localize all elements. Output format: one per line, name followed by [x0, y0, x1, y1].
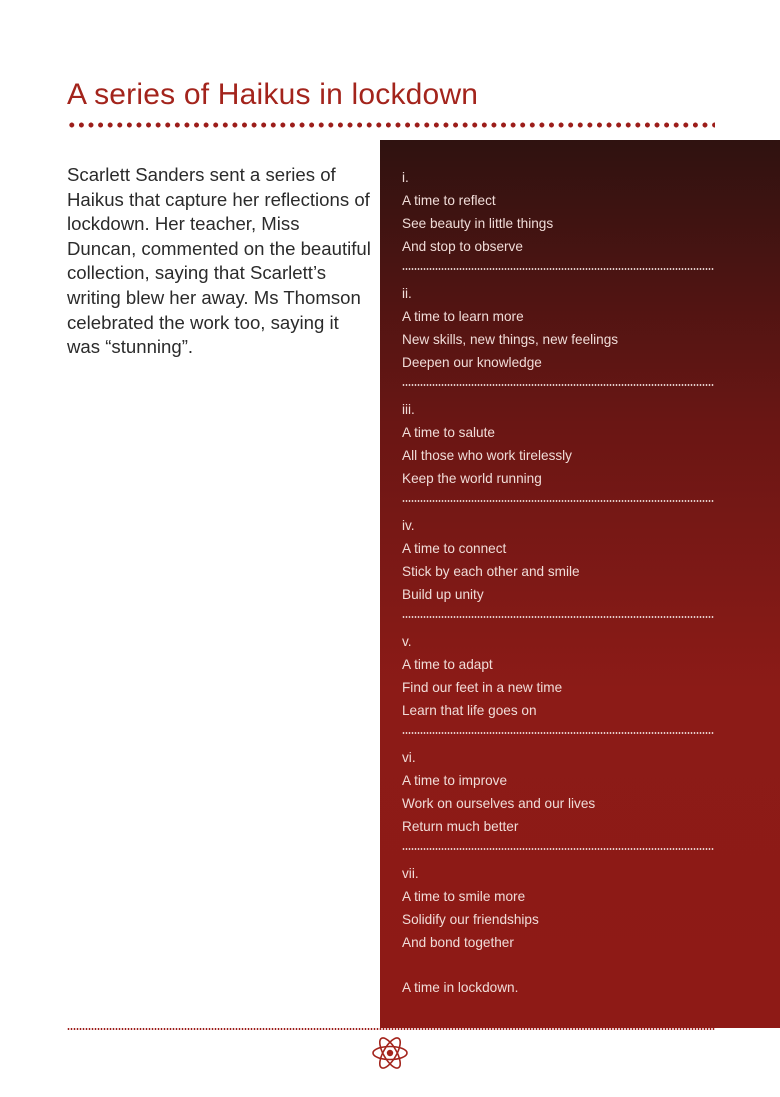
haiku-line: And stop to observe — [402, 239, 523, 254]
haiku-line: A time to connect — [402, 541, 507, 556]
stanza-divider — [402, 268, 714, 270]
haiku-line: Work on ourselves and our lives — [402, 796, 596, 811]
haiku-line: Stick by each other and smile — [402, 564, 580, 579]
haiku-line: Keep the world running — [402, 471, 542, 486]
haiku-list — [402, 166, 714, 999]
title-dotted-divider — [67, 121, 715, 129]
page-title: A series of Haikus in lockdown — [67, 78, 479, 112]
haiku-stanza — [402, 630, 714, 722]
haiku-line: A time to salute — [402, 425, 495, 440]
haiku-line: And bond together — [402, 935, 514, 950]
haiku-line: A time to reflect — [402, 193, 496, 208]
haiku-panel — [380, 140, 780, 1028]
stanza-numeral: v. — [402, 634, 412, 649]
haiku-stanza — [402, 862, 714, 954]
footer-dotted-rule — [67, 1028, 715, 1030]
haiku-line: Deepen our knowledge — [402, 355, 542, 370]
haiku-stanza — [402, 746, 714, 838]
haiku-stanza — [402, 514, 714, 606]
haiku-line: New skills, new things, new feelings — [402, 332, 619, 347]
haiku-line: A time to learn more — [402, 309, 524, 324]
haiku-line: Learn that life goes on — [402, 703, 537, 718]
stanza-divider — [402, 500, 714, 502]
stanza-numeral: i. — [402, 170, 409, 185]
haiku-line: A time to smile more — [402, 889, 526, 904]
haiku-line: All those who work tirelessly — [402, 448, 572, 463]
stanza-divider — [402, 732, 714, 734]
closing-line: A time in lockdown. — [402, 980, 519, 995]
stanza-numeral: ii. — [402, 286, 412, 301]
haiku-stanza — [402, 398, 714, 490]
stanza-divider — [402, 616, 714, 618]
haiku-line: Find our feet in a new time — [402, 680, 563, 695]
haiku-line: A time to adapt — [402, 657, 493, 672]
haiku-line: Solidify our friendships — [402, 912, 539, 927]
stanza-divider — [402, 384, 714, 386]
haiku-stanza — [402, 282, 714, 374]
atom-icon — [370, 1033, 410, 1073]
stanza-numeral: iv. — [402, 518, 415, 533]
intro-paragraph: Scarlett Sanders sent a series of Haikus that capture her reflections of lockdown. Her teacher, Miss Duncan, commented on the beautiful collection, saying that Scarlett’s writing blew her away. Ms Thomson celebrated the work too, saying it was “stunning”. — [67, 164, 371, 358]
haiku-line: Build up unity — [402, 587, 484, 602]
stanza-numeral: vi. — [402, 750, 416, 765]
haiku-line: A time to improve — [402, 773, 508, 788]
stanza-numeral: vii. — [402, 866, 419, 881]
haiku-line: Return much better — [402, 819, 519, 834]
haiku-line: See beauty in little things — [402, 216, 554, 231]
stanza-numeral: iii. — [402, 402, 415, 417]
stanza-divider — [402, 848, 714, 850]
haiku-stanza — [402, 166, 714, 258]
